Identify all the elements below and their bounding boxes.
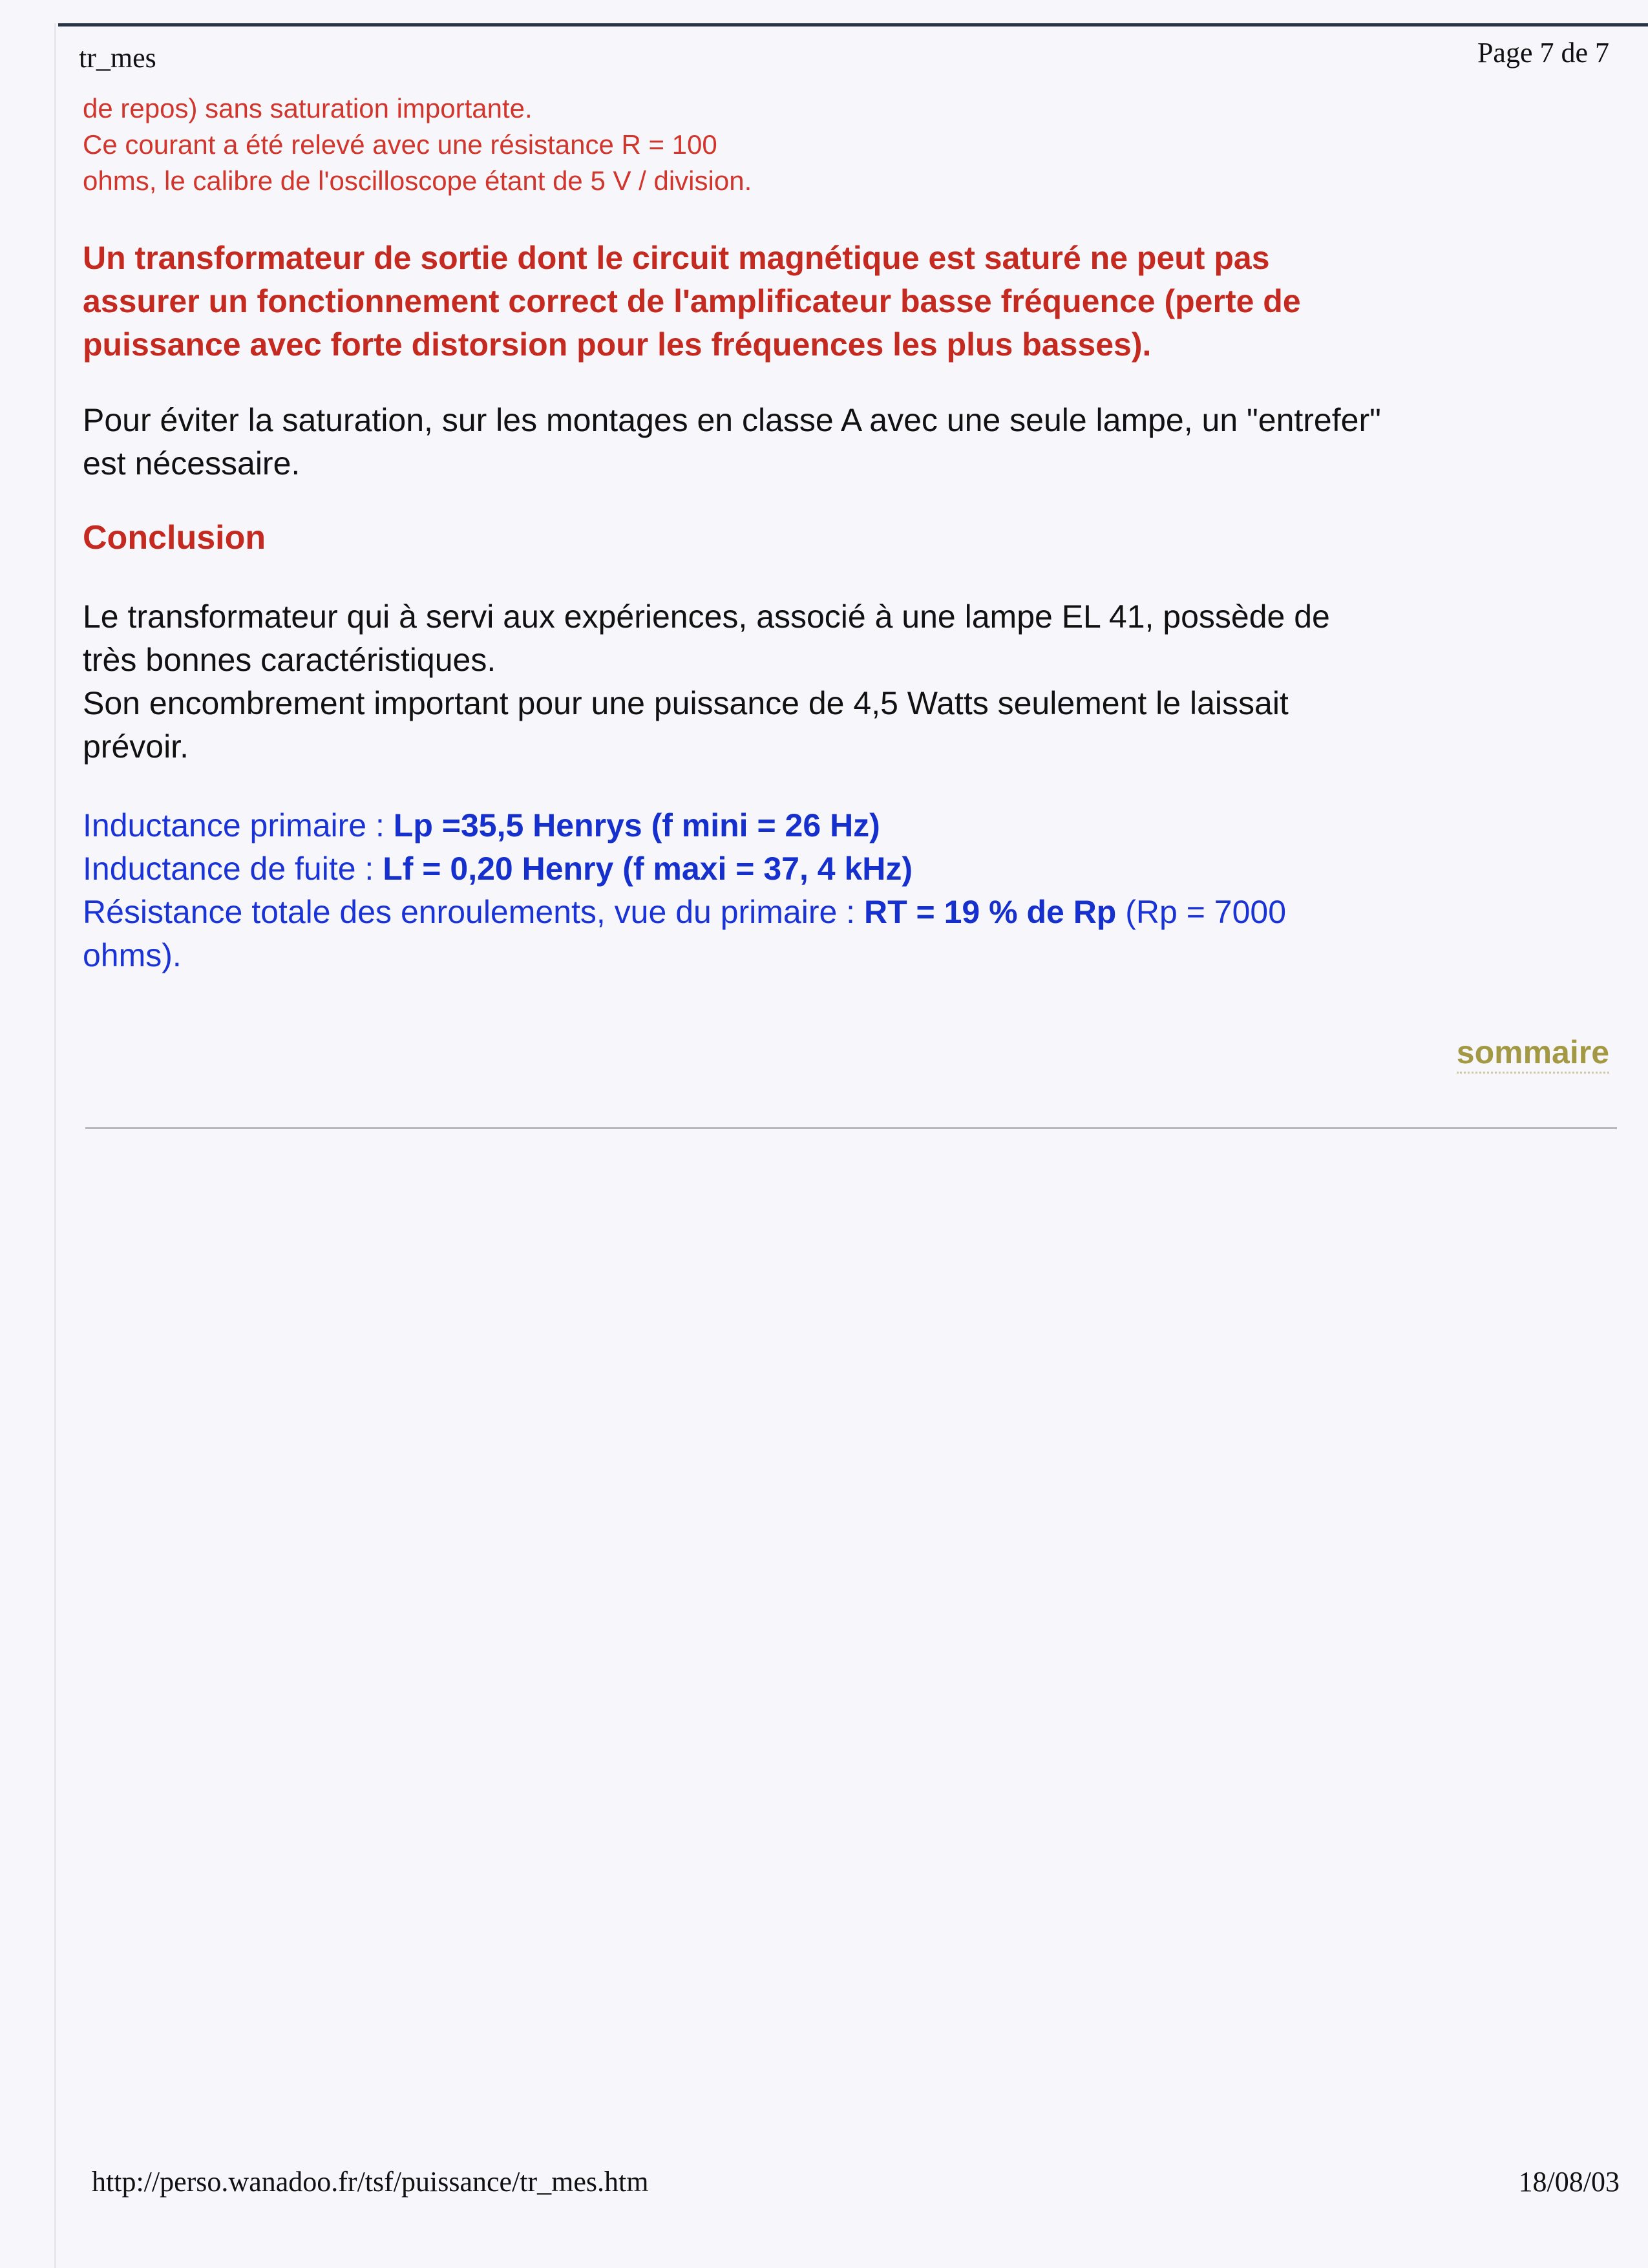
entrefer-paragraph [83, 399, 1621, 485]
primary-inductance-label: Inductance primaire : [83, 807, 394, 843]
entrefer-line: Pour éviter la saturation, sur les montages en classe A avec une seule lampe, un "entrefer" [83, 402, 1381, 438]
conclusion-line: prévoir. [83, 728, 189, 765]
conclusion-line: très bonnes caractéristiques. [83, 642, 496, 678]
warning-line: assurer un fonctionnement correct de l'amplificateur basse fréquence (perte de [83, 283, 1301, 319]
intro-line: de repos) sans saturation importante. [83, 93, 533, 123]
conclusion-line: Son encombrement important pour une puissance de 4,5 Watts seulement le laissait [83, 685, 1289, 721]
intro-paragraph [83, 90, 1621, 199]
intro-line: ohms, le calibre de l'oscilloscope étant de 5 V / division. [83, 165, 752, 196]
paper-edge [54, 23, 56, 2268]
leakage-inductance-line [83, 847, 1621, 891]
leakage-inductance-value: Lf = 0,20 Henry (f maxi = 37, 4 kHz) [383, 851, 913, 887]
primary-inductance-line [83, 804, 1621, 847]
conclusion-line: Le transformateur qui à servi aux expériences, associé à une lampe EL 41, possède de [83, 599, 1330, 635]
leakage-inductance-label: Inductance de fuite : [83, 851, 383, 887]
page-title: tr_mes [79, 42, 156, 74]
main-content [83, 90, 1621, 977]
winding-resistance-value: RT = 19 % de Rp [863, 894, 1117, 930]
sommaire-link[interactable]: sommaire [1457, 1033, 1609, 1074]
primary-inductance-value: Lp =35,5 Henrys (f mini = 26 Hz) [393, 807, 880, 843]
specifications-block [83, 804, 1621, 977]
footer-url: http://perso.wanadoo.fr/tsf/puissance/tr_mes.htm [92, 2166, 649, 2198]
entrefer-line: est nécessaire. [83, 445, 301, 482]
warning-line: puissance avec forte distorsion pour les fréquences les plus basses). [83, 326, 1152, 363]
conclusion-heading: Conclusion [83, 519, 266, 556]
winding-resistance-label: Résistance totale des enroulements, vue du primaire : [83, 894, 864, 930]
winding-resistance-line [83, 891, 1621, 934]
winding-resistance-suffix: (Rp = 7000 [1116, 894, 1287, 930]
top-rule [58, 23, 1648, 26]
winding-resistance-end: ohms). [83, 937, 182, 973]
horizontal-divider [85, 1127, 1617, 1129]
page-indicator: Page 7 de 7 [1477, 37, 1609, 69]
warning-paragraph [83, 237, 1621, 366]
conclusion-paragraph [83, 595, 1621, 768]
footer-date: 18/08/03 [1518, 2166, 1620, 2198]
warning-line: Un transformateur de sortie dont le circuit magnétique est saturé ne peut pas [83, 240, 1270, 276]
intro-line: Ce courant a été relevé avec une résistance R = 100 [83, 129, 717, 160]
